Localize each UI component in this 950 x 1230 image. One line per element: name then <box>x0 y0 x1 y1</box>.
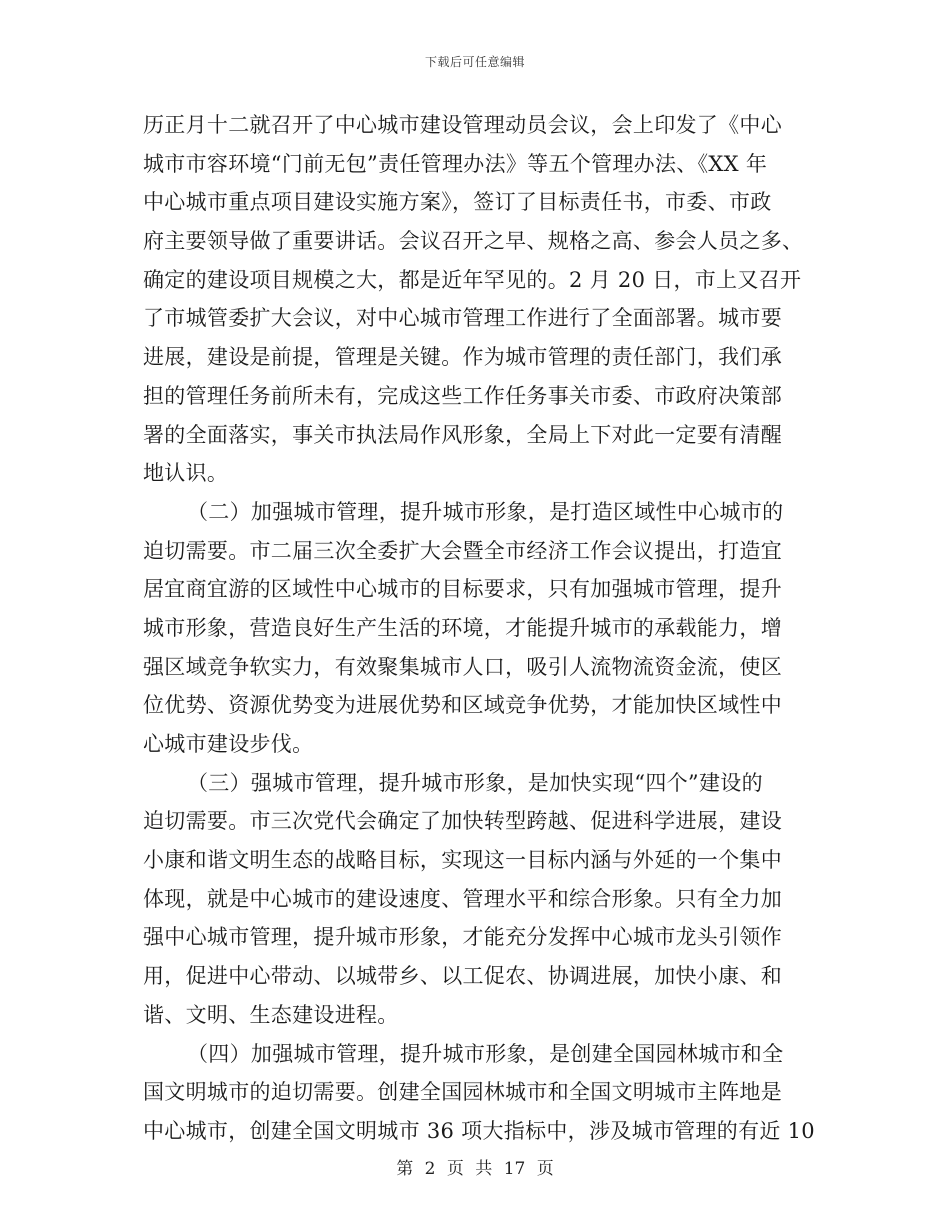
text-line: 位优势、资源优势变为进展优势和区域竞争优势，才能加快区域性中 <box>143 693 782 718</box>
page-number-footer: 第 2 页 共 17 页 <box>396 1159 554 1179</box>
paragraph-first-line: （四）加强城市管理，提升城市形象，是创建全国园林城市和全 <box>187 1041 784 1066</box>
paragraph-first-line: （三）强城市管理，提升城市形象，是加快实现“四个”建设的 <box>187 770 763 795</box>
text-line: 署的全面落实，事关市执法局作风形象，全局上下对此一定要有清醒 <box>143 422 782 447</box>
text-line: 小康和谐文明生态的战略目标，实现这一目标内涵与外延的一个集中 <box>143 848 782 873</box>
document-body <box>143 106 815 1151</box>
text-line: 国文明城市的迫切需要。创建全国园林城市和全国文明城市主阵地是 <box>143 1080 782 1105</box>
text-line: 心城市建设步伐。 <box>143 732 314 756</box>
text-line: 迫切需要。市三次党代会确定了加快转型跨越、促进科学进展，建设 <box>143 809 782 834</box>
text-line: 地认识。 <box>143 461 229 486</box>
text-line: 中心城市，创建全国文明城市 36 项大指标中，涉及城市管理的有近 10 <box>143 1118 815 1143</box>
text-line: 强中心城市管理，提升城市形象，才能充分发挥中心城市龙头引领作 <box>143 925 782 950</box>
text-line: 居宜商宜游的区域性中心城市的目标要求，只有加强城市管理，提升 <box>143 577 782 602</box>
text-line: 用，促进中心带动、以城带乡、以工促农、协调进展，加快小康、和 <box>143 964 782 989</box>
text-line: 府主要领导做了重要讲话。会议召开之早、规格之高、参会人员之多、 <box>143 229 804 254</box>
text-line: 强区域竞争软实力，有效聚集城市人口，吸引人流物流资金流，使区 <box>143 654 782 679</box>
text-line: 确定的建设项目规模之大，都是近年罕见的。2 月 20 日，市上又召开 <box>143 267 802 292</box>
text-line: 城市形象，营造良好生产生活的环境，才能提升城市的承载能力，增 <box>143 615 782 640</box>
text-line: 体现，就是中心城市的建设速度、管理水平和综合形象。只有全力加 <box>143 886 782 911</box>
text-line: 了市城管委扩大会议，对中心城市管理工作进行了全面部署。城市要 <box>143 306 782 331</box>
text-line: 迫切需要。市二届三次全委扩大会暨全市经济工作会议提出，打造宜 <box>143 538 782 563</box>
paragraph-first-line: （二）加强城市管理，提升城市形象，是打造区域性中心城市的 <box>187 499 784 524</box>
page-header: 下载后可任意编辑 <box>424 55 525 69</box>
text-line: 中心城市重点项目建设实施方案》，签订了目标责任书，市委、市政 <box>143 190 772 215</box>
text-line: 历正月十二就召开了中心城市建设管理动员会议，会上印发了《中心 <box>143 113 782 137</box>
text-line: 担的管理任务前所未有，完成这些工作任务事关市委、市政府决策部 <box>143 383 782 408</box>
text-line: 城市市容环境“门前无包”责任管理办法》等五个管理办法、《XX 年 <box>143 151 768 176</box>
text-line: 进展，建设是前提，管理是关键。作为城市管理的责任部门，我们承 <box>143 345 782 370</box>
text-line: 谐、文明、生态建设进程。 <box>143 1002 399 1027</box>
